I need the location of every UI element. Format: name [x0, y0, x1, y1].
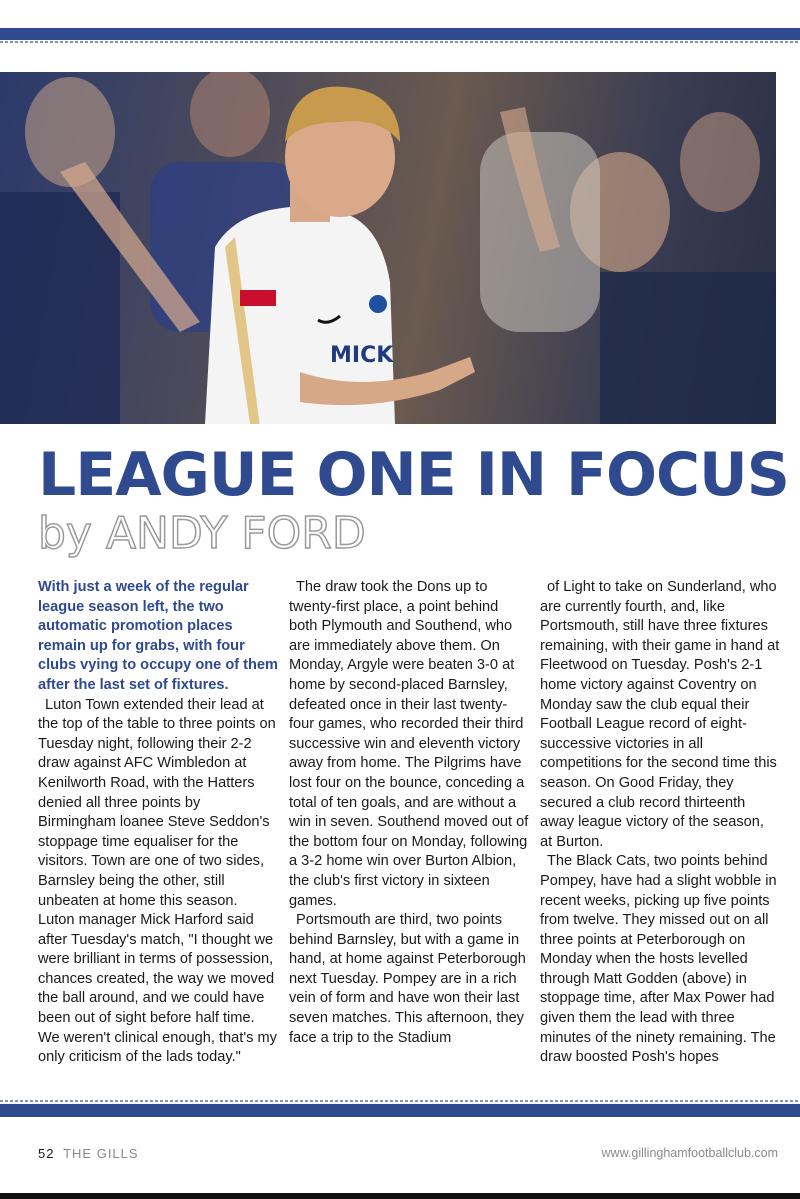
- body-paragraph: The Black Cats, two points behind Pompey, have had a slight wobble in recent weeks, picking up five points from twelve. They missed out on all three points at Peterborough on Monday when the hosts levelled through Matt Godden (above) in stoppage time, after Max Power had given them the lead with three minutes of the ninety remaining. The draw boosted Posh's hopes: [540, 853, 777, 1066]
- article-column-2: [289, 578, 529, 1083]
- page-edge: [0, 1193, 800, 1199]
- website-url: www.gillinghamfootballclub.com: [601, 1146, 778, 1160]
- top-decorative-band: [0, 28, 800, 40]
- article-column-3: [540, 578, 780, 1083]
- body-paragraph: of Light to take on Sunderland, who are currently fourth, and, like Portsmouth, still have three fixtures remaining, with their game in hand at Fleetwood on Tuesday. Posh's 2-1 home victory against Coventry on Monday saw the club equal their Football League record of eight-successive victories in all competitions for the second time this season. On Good Friday, they secured a club record thirteenth away league victory of the season, at Burton.: [540, 579, 780, 850]
- football-player-celebration-icon: [0, 72, 776, 424]
- football-player-photo: [0, 72, 776, 424]
- article-body: [38, 578, 780, 1083]
- bottom-decorative-band: [0, 1104, 800, 1117]
- magazine-name: THE GILLS: [63, 1146, 139, 1161]
- article-headline: LEAGUE ONE IN FOCUS: [38, 440, 789, 510]
- page-number: 52: [38, 1146, 55, 1161]
- body-paragraph: Portsmouth are third, two points behind Barnsley, but with a game in hand, at home against Peterborough next Tuesday. Pompey are in a rich vein of form and have won their last seven matches. This afternoon, they face a trip to the Stadium: [289, 912, 526, 1046]
- article-column-1: [38, 578, 278, 1083]
- page-footer-left: [38, 1146, 139, 1161]
- lead-paragraph: With just a week of the regular league season left, the two automatic promotion places remain up for grabs, with four clubs vying to occupy one of them after the last set of fixtures.: [38, 579, 278, 693]
- svg-text:MICK: MICK: [330, 343, 394, 368]
- article-byline: by ANDY FORD: [38, 508, 366, 559]
- body-paragraph: Luton Town extended their lead at the top of the table to three points on Tuesday night, following their 2-2 draw against AFC Wimbledon at Kenilworth Road, with the Hatters denied all three points by Birmingham loanee Steve Seddon's stoppage time equaliser for the visitors. Town are one of two sides, Barnsley being the other, still unbeaten at home this season. Luton manager Mick Harford said after Tuesday's match, "I thought we were brilliant in terms of possession, chances created, the way we moved the ball around, and we could have been out of sight before half time. We weren't clinical enough, that's my only criticism of the lads today.": [38, 696, 277, 1066]
- body-paragraph: The draw took the Dons up to twenty-first place, a point behind both Plymouth and Southend, who are immediately above them. On Monday, Argyle were beaten 3-0 at home by second-placed Barnsley, defeated once in their last twenty-four games, who recorded their third successive win and eleventh victory away from home. The Pilgrims have lost four on the bounce, conceding a total of ten goals, and are without a win in seven. Southend moved out of the bottom four on Monday, following a 3-2 home win over Burton Albion, the club's first victory in sixteen games.: [289, 579, 529, 909]
